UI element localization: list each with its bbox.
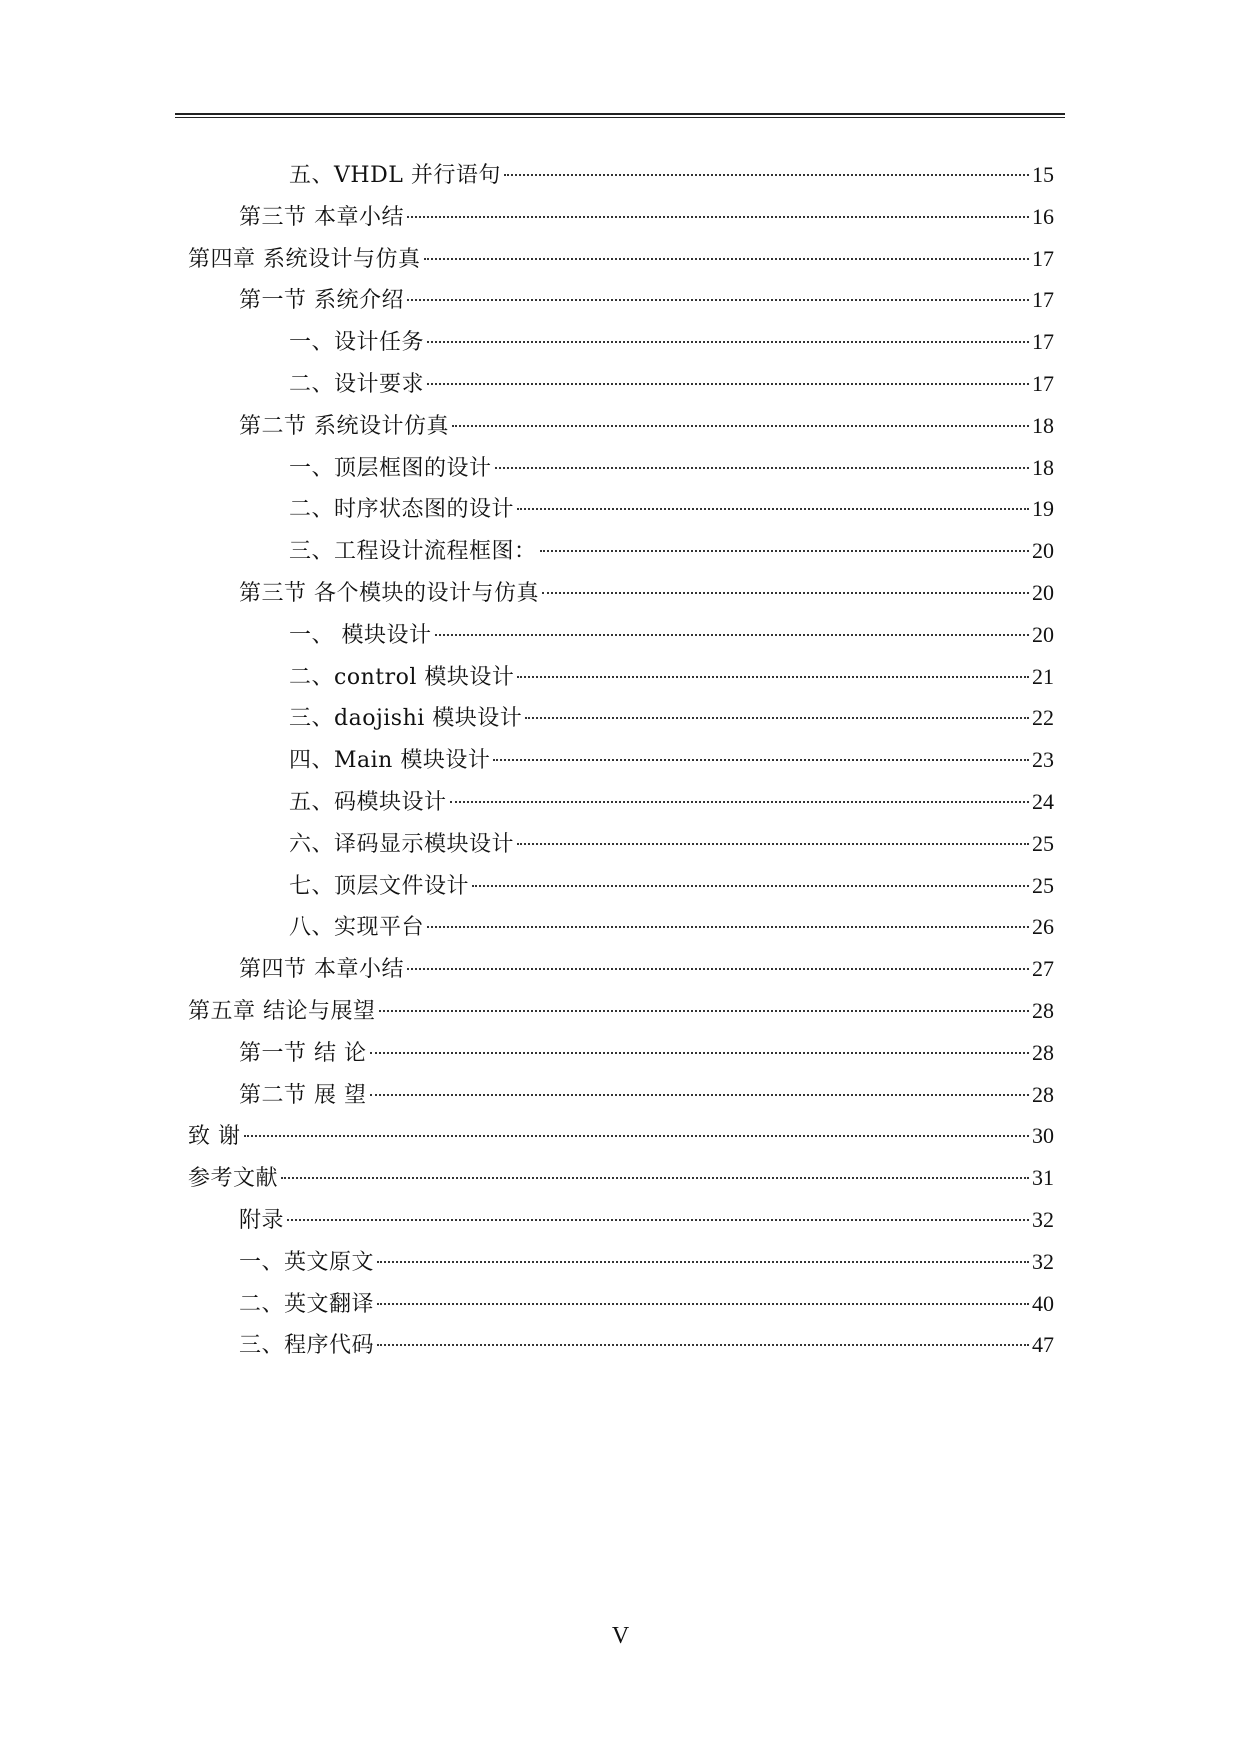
toc-entry-page: 26 [1032,914,1054,940]
toc-entry-page: 30 [1032,1123,1054,1149]
toc-entry-page: 24 [1032,788,1054,814]
toc-entry[interactable] [188,1324,1054,1366]
toc-entry-title: 第一节 系统介绍 [239,288,404,314]
toc-dot-leader [427,383,1029,385]
toc-entry-page: 28 [1032,1039,1054,1065]
toc-entry[interactable] [188,572,1054,614]
toc-entry-title: 参考文献 [188,1166,279,1192]
toc-dot-leader [377,1344,1029,1346]
toc-entry-title: 第四章 系统设计与仿真 [188,246,421,272]
toc-entry-page: 28 [1032,997,1054,1023]
header-rule-thin [175,117,1065,118]
toc-entry[interactable] [188,1115,1054,1157]
toc-dot-leader [244,1135,1030,1137]
toc-entry-page: 27 [1032,956,1054,982]
toc-entry-page: 17 [1032,370,1054,396]
toc-entry-title: 五、码模块设计 [289,789,447,815]
toc-entry-page: 25 [1032,872,1054,898]
page-number: V [611,1623,630,1649]
toc-dot-leader [407,968,1029,970]
toc-entry[interactable] [188,823,1054,865]
toc-entry-title: 六、译码显示模块设计 [289,831,515,857]
toc-entry-title: 五、VHDL 并行语句 [289,163,501,188]
toc-entry[interactable] [188,948,1054,990]
toc-entry-title: 一、顶层框图的设计 [289,455,492,481]
toc-entry-page: 20 [1032,538,1054,564]
toc-entry-page: 15 [1032,162,1054,187]
toc-entry-page: 32 [1032,1248,1054,1274]
toc-entry-title: 一、 模块设计 [289,622,432,648]
toc-entry-page: 17 [1032,329,1054,355]
toc-entry-title: 三、程序代码 [239,1333,375,1359]
toc-entry-page: 18 [1032,454,1054,480]
toc-entry-title: 二、时序状态图的设计 [289,497,515,523]
toc-entry-title: 第二节 系统设计仿真 [239,413,449,439]
toc-dot-leader [281,1177,1029,1179]
toc-dot-leader [517,843,1029,845]
toc-entry-title: 四、Main 模块设计 [289,748,491,774]
toc-entry[interactable] [188,739,1054,781]
toc-entry[interactable] [188,781,1054,823]
toc-entry[interactable] [188,1032,1054,1074]
toc-dot-leader [525,717,1029,719]
toc-entry-title: 第四节 本章小结 [239,957,404,983]
toc-dot-leader [517,676,1029,678]
toc-entry-title: 第三节 本章小结 [239,204,404,230]
toc-entry-page: 32 [1032,1206,1054,1232]
toc-entry-title: 三、daojishi 模块设计 [289,706,523,732]
toc-entry-title: 第一节 结 论 [239,1040,367,1066]
toc-dot-leader [287,1219,1029,1221]
toc-entry[interactable] [188,279,1054,321]
toc-entry-page: 25 [1032,830,1054,856]
toc-dot-leader [407,299,1029,301]
toc-entry[interactable] [188,1074,1054,1116]
toc-entry-page: 17 [1032,245,1054,271]
toc-entry[interactable] [188,1283,1054,1325]
toc-entry[interactable] [188,447,1054,489]
toc-entry-page: 21 [1032,663,1054,689]
toc-entry-title: 二、设计要求 [289,371,425,397]
toc-entry[interactable] [188,1157,1054,1199]
toc-entry-title: 二、英文翻译 [239,1291,375,1317]
toc-entry-page: 16 [1032,203,1054,229]
toc-entry-title: 一、设计任务 [289,330,425,356]
toc-entry[interactable] [188,990,1054,1032]
toc-entry[interactable] [188,363,1054,405]
toc-entry-page: 40 [1032,1290,1054,1316]
toc-entry[interactable] [188,530,1054,572]
toc-entry-title: 二、control 模块设计 [289,664,515,690]
table-of-contents [188,154,1054,1366]
toc-entry[interactable] [188,1199,1054,1241]
toc-dot-leader [495,467,1029,469]
toc-dot-leader [424,258,1030,260]
toc-entry[interactable] [188,1241,1054,1283]
toc-dot-leader [472,885,1029,887]
toc-dot-leader [427,926,1029,928]
toc-entry[interactable] [188,614,1054,656]
toc-dot-leader [542,592,1029,594]
toc-entry-title: 附录 [239,1207,285,1233]
toc-dot-leader [450,801,1029,803]
toc-dot-leader [370,1052,1030,1054]
toc-dot-leader [435,634,1030,636]
toc-entry-page: 47 [1032,1332,1054,1358]
toc-entry-page: 22 [1032,705,1054,731]
toc-entry[interactable] [188,697,1054,739]
toc-entry-title: 三、工程设计流程框图： [289,539,537,565]
toc-dot-leader [370,1094,1030,1096]
toc-dot-leader [517,508,1029,510]
toc-entry[interactable] [188,238,1054,280]
toc-entry[interactable] [188,906,1054,948]
toc-entry-page: 17 [1032,287,1054,313]
toc-entry-title: 七、顶层文件设计 [289,873,470,899]
toc-entry-page: 19 [1032,496,1054,522]
toc-entry[interactable] [188,154,1054,196]
toc-dot-leader [493,759,1029,761]
toc-dot-leader [377,1303,1029,1305]
toc-dot-leader [407,216,1029,218]
toc-entry-page: 20 [1032,579,1054,605]
toc-dot-leader [427,341,1029,343]
toc-dot-leader [540,550,1029,552]
toc-entry-title: 一、英文原文 [239,1249,375,1275]
header-rule-thick [175,113,1065,115]
toc-entry-title: 致 谢 [188,1124,241,1150]
toc-entry-title: 第三节 各个模块的设计与仿真 [239,580,539,606]
toc-dot-leader [504,174,1029,176]
toc-entry-page: 31 [1032,1165,1054,1191]
toc-dot-leader [452,425,1029,427]
toc-entry[interactable] [188,196,1054,238]
toc-entry-page: 18 [1032,412,1054,438]
toc-entry-page: 20 [1032,621,1054,647]
toc-entry[interactable] [188,488,1054,530]
toc-entry-title: 第五章 结论与展望 [188,998,376,1024]
toc-entry-page: 28 [1032,1081,1054,1107]
toc-dot-leader [377,1261,1029,1263]
toc-entry[interactable] [188,405,1054,447]
toc-entry[interactable] [188,321,1054,363]
toc-entry-title: 第二节 展 望 [239,1082,367,1108]
toc-entry-page: 23 [1032,747,1054,773]
toc-dot-leader [379,1010,1030,1012]
toc-entry[interactable] [188,865,1054,907]
toc-entry-title: 八、实现平台 [289,915,425,941]
toc-entry[interactable] [188,656,1054,698]
